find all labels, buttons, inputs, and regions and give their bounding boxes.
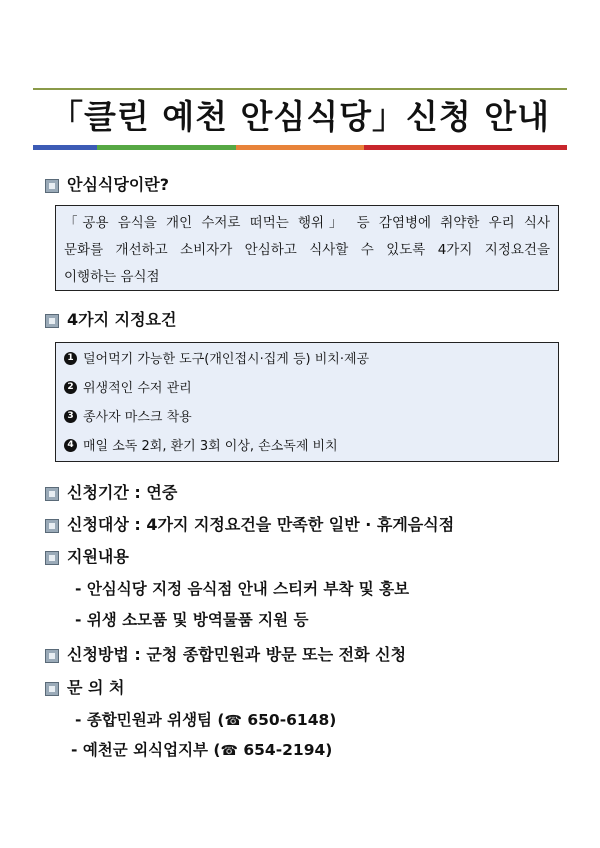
circled-number-icon: 4 [64,439,77,452]
support-item: - 안심식당 지정 음식점 안내 스티커 부착 및 홍보 [75,580,410,598]
circled-number-icon: 3 [64,410,77,423]
square-bullet-icon [45,314,59,328]
heading-contact [45,677,125,699]
requirement-text: 매일 소독 2회, 환기 3회 이상, 손소독제 비치 [83,439,338,454]
contact-item [75,709,336,732]
requirement-text: 위생적인 수저 관리 [83,381,192,396]
top-rule [33,88,567,90]
requirement-item [64,403,550,432]
square-bullet-icon [45,519,59,533]
color-bar-green [97,145,236,150]
heading-method [45,644,406,666]
contact-name: - 종합민원과 위생팀 ( [75,711,225,729]
circled-number-icon: 2 [64,381,77,394]
heading-what-is-label: 안심식당이란? [67,175,170,194]
color-bar-blue [33,145,97,150]
definition-box [55,205,559,291]
color-bar-orange [236,145,364,150]
requirement-text: 종사자 마스크 착용 [83,410,192,425]
requirements-box [55,342,559,462]
square-bullet-icon [45,487,59,501]
support-heading-label: 지원내용 [67,547,129,566]
square-bullet-icon [45,649,59,663]
square-bullet-icon [45,179,59,193]
support-item: - 위생 소모품 및 방역물품 지원 등 [75,611,309,629]
heading-period [45,482,177,504]
contact-number: 650-6148) [241,711,337,729]
method-text: 신청방법 : 군청 종합민원과 방문 또는 전화 신청 [67,645,407,664]
definition-line-1: 「공용 음식을 개인 수저로 떠먹는 행위」 등 감염병에 취약한 우리 식사 [64,215,550,231]
contact-item [71,739,332,762]
requirement-item [64,432,550,461]
heading-what-is [45,174,169,196]
definition-line-2: 문화를 개선하고 소비자가 안심하고 식사할 수 있도록 4가지 지정요건을 [64,242,550,258]
heading-requirements [45,309,176,331]
square-bullet-icon [45,551,59,565]
contact-number: 654-2194) [237,741,333,759]
square-bullet-icon [45,682,59,696]
requirement-item [64,345,550,374]
period-text: 신청기간 : 연중 [67,483,178,502]
target-text: 신청대상 : 4가지 지정요건을 만족한 일반 · 휴게음식점 [67,515,455,534]
requirement-text: 덜어먹기 가능한 도구(개인접시·집게 등) 비치·제공 [83,352,370,367]
requirement-item [64,374,550,403]
contact-name: - 예천군 외식업지부 ( [71,741,221,759]
heading-target [45,514,454,536]
color-bar-red [364,145,567,150]
phone-icon: ☎ [220,743,238,759]
color-bar [33,145,567,150]
circled-number-icon: 1 [64,352,77,365]
definition-line-3: 이행하는 음식점 [64,269,160,285]
heading-support [45,546,129,568]
page-title: 「클린 예천 안심식당」신청 안내 [49,97,550,136]
heading-requirements-label: 4가지 지정요건 [67,310,177,329]
phone-icon: ☎ [224,713,242,729]
contact-heading-label: 문 의 처 [67,678,125,697]
